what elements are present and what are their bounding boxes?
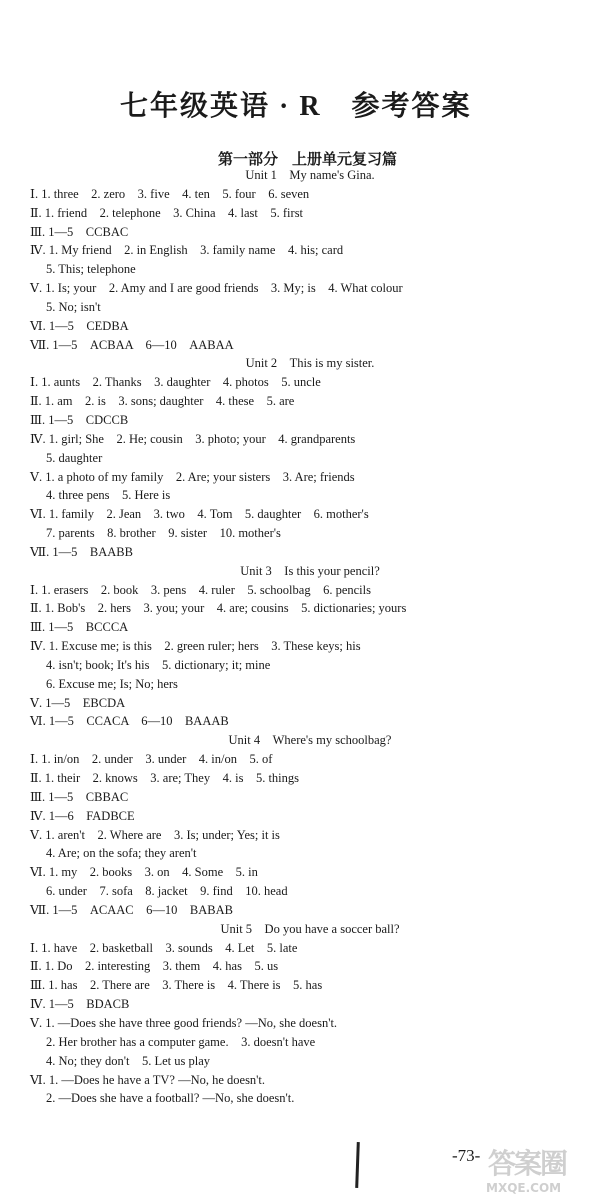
answer-line: Ⅲ. 1—5 CBBAC — [30, 789, 129, 804]
answer-line: 4. three pens 5. Here is — [46, 488, 171, 503]
unit-heading: Unit 2 This is my sister. — [245, 356, 375, 371]
answer-line: Ⅲ. 1—5 CCBAC — [30, 224, 129, 239]
answer-line: Ⅰ. 1. three 2. zero 3. five 4. ten 5. four 6. seven — [30, 186, 310, 201]
answer-line: Ⅶ. 1—5 BAABB — [30, 544, 133, 559]
answer-line: Ⅶ. 1—5 ACBAA 6—10 AABAA — [30, 337, 234, 352]
watermark-logo: 答案圈 — [488, 1147, 567, 1180]
answer-line: Ⅵ. 1—5 CCACA 6—10 BAAAB — [30, 714, 229, 729]
answer-line: Ⅵ. 1—5 CEDBA — [30, 318, 129, 333]
unit-heading: Unit 4 Where's my schoolbag? — [228, 733, 392, 748]
unit-heading: Unit 1 My name's Gina. — [245, 168, 375, 182]
pen-stroke — [355, 1142, 360, 1188]
answer-line: 4. No; they don't 5. Let us play — [46, 1053, 211, 1068]
answer-line: 6. under 7. sofa 8. jacket 9. find 10. head — [46, 884, 288, 899]
answer-line: Ⅱ. 1. am 2. is 3. sons; daughter 4. these 5. are — [30, 394, 295, 409]
answer-line: Ⅳ. 1. girl; She 2. He; cousin 3. photo; your 4. grandparents — [30, 431, 356, 446]
unit-heading: Unit 3 Is this your pencil? — [240, 563, 380, 578]
page-title: 七年级英语 · R 参考答案 — [120, 91, 472, 122]
answer-line: Ⅰ. 1. aunts 2. Thanks 3. daughter 4. photos 5. uncle — [30, 375, 321, 390]
answer-line: Ⅵ. 1. family 2. Jean 3. two 4. Tom 5. daughter 6. mother's — [30, 507, 369, 522]
answer-line: Ⅱ. 1. friend 2. telephone 3. China 4. last 5. first — [30, 205, 304, 220]
answer-line: 7. parents 8. brother 9. sister 10. mother's — [46, 526, 281, 541]
answer-line: Ⅱ. 1. their 2. knows 3. are; They 4. is 5. things — [30, 771, 300, 785]
page-number: -73- — [452, 1146, 481, 1165]
answer-line: 4. isn't; book; It's his 5. dictionary; it; mine — [46, 657, 271, 672]
answer-line: Ⅲ. 1—5 BCCCA — [30, 620, 129, 635]
answer-line: 6. Excuse me; Is; No; hers — [46, 676, 178, 691]
answer-line: 5. No; isn't — [46, 299, 101, 314]
answer-line: Ⅰ. 1. in/on 2. under 3. under 4. in/on 5. of — [30, 752, 273, 767]
unit-heading: Unit 5 Do you have a soccer ball? — [220, 921, 400, 936]
answer-line: Ⅱ. 1. Bob's 2. hers 3. you; your 4. are; cousins 5. dictionaries; yours — [30, 601, 407, 616]
answer-line: Ⅴ. 1. a photo of my family 2. Are; your sisters 3. Are; friends — [30, 469, 355, 484]
answer-line: Ⅴ. 1. Is; your 2. Amy and I are good friends 3. My; is 4. What colour — [30, 281, 403, 296]
answer-line: 4. Are; on the sofa; they aren't — [46, 846, 197, 861]
answer-line: Ⅵ. 1. my 2. books 3. on 4. Some 5. in — [30, 865, 258, 880]
answer-line: Ⅱ. 1. Do 2. interesting 3. them 4. has 5. us — [30, 959, 279, 974]
answer-line: Ⅳ. 1—5 BDACB — [30, 997, 130, 1012]
answer-line: 5. daughter — [46, 450, 103, 465]
answer-line: Ⅲ. 1. has 2. There are 3. There is 4. There is 5. has — [30, 978, 323, 993]
section-part: 第一部分 — [217, 152, 278, 168]
answer-line: Ⅴ. 1. aren't 2. Where are 3. Is; under; Yes; it is — [30, 827, 280, 842]
watermark-url: MXQE.COM — [486, 1181, 562, 1195]
answer-line: 5. This; telephone — [46, 262, 136, 277]
answer-list — [30, 166, 590, 1108]
answer-line: Ⅳ. 1. Excuse me; is this 2. green ruler; hers 3. These keys; his — [30, 639, 361, 654]
answer-line: Ⅵ. 1. —Does he have a TV? —No, he doesn't. — [30, 1072, 266, 1087]
answer-line: 2. —Does she have a football? —No, she doesn't. — [46, 1091, 295, 1106]
answer-line: 2. Her brother has a computer game. 3. doesn't have — [46, 1034, 316, 1049]
answer-line: Ⅰ. 1. have 2. basketball 3. sounds 4. Let 5. late — [30, 940, 298, 955]
answer-line: Ⅳ. 1. My friend 2. in English 3. family name 4. his; card — [30, 243, 344, 258]
answer-line: Ⅶ. 1—5 ACAAC 6—10 BABAB — [30, 902, 233, 917]
answer-line: Ⅲ. 1—5 CDCCB — [30, 412, 129, 427]
section-name: 上册单元复习篇 — [292, 152, 398, 168]
answer-line: Ⅳ. 1—6 FADBCE — [30, 808, 135, 823]
answer-line: Ⅰ. 1. erasers 2. book 3. pens 4. ruler 5. schoolbag 6. pencils — [30, 582, 371, 597]
answer-line: Ⅴ. 1—5 EBCDA — [30, 695, 126, 710]
answer-line: Ⅴ. 1. —Does she have three good friends? —No, she doesn't. — [30, 1015, 338, 1030]
